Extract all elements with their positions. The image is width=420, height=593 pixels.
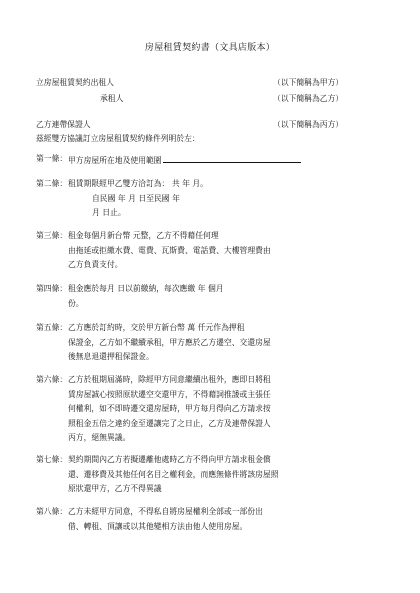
location-blank-line	[163, 153, 301, 163]
article-line: 照租金五倍之違約金至遷讓完了之日止，乙方及連帶保證人	[68, 418, 271, 428]
article-label: 第四條：	[36, 284, 68, 293]
article-line: 甲方房屋所在地及使用範圍	[68, 153, 301, 168]
article-label: 第三條：	[36, 231, 68, 240]
tenant-note: （以下簡稱為乙方）	[273, 94, 344, 103]
article-line: 租金每個月新台幣 元整，乙方不得藉任何理	[68, 231, 219, 240]
landlord-note: （以下簡稱為甲方）	[273, 78, 344, 87]
agreement-intro: 茲經雙方協議訂立房屋租賃契約條件列明於左：	[36, 134, 200, 143]
article-line: 保證金，乙方如不繼續承租，甲方應於乙方遷空、交還房屋	[68, 337, 271, 347]
article-label: 第一條：	[36, 154, 68, 163]
article-label: 第七條：	[36, 455, 68, 464]
article-line: 租賃期限經甲乙雙方洽訂為： 共 年 月。	[68, 179, 208, 188]
article-line: 何權利，如不即時遷交還房屋時，甲方每月得向乙方請求按	[68, 404, 271, 413]
article-line: 月 日止。	[92, 208, 126, 217]
article-label: 第二條：	[36, 179, 68, 188]
article-line: 契約期間內乙方若擬遷離他處時乙方不得向甲方請求租金償	[68, 455, 271, 464]
article-label: 第八條：	[36, 507, 68, 516]
guarantor-label: 乙方連帶保證人	[36, 120, 91, 129]
article-line: 乙方負責支付。	[68, 260, 123, 269]
article-line: 後無息退還押租保證金。	[68, 352, 154, 361]
landlord-label: 立房屋租賃契約出租人	[36, 78, 114, 87]
article-label: 第五條：	[36, 323, 68, 332]
article-line: 丙方，絕無異議。	[68, 433, 131, 442]
article-line: 份。	[68, 298, 84, 308]
guarantor-note: （以下簡稱為丙方）	[273, 120, 344, 129]
article-line: 乙方應於訂約時，交於甲方新台幣 萬 仟元作為押租	[68, 323, 245, 332]
article-line: 由拖延或拒繳水費、電費、瓦斯費、電話費、大樓管理費由	[68, 245, 271, 255]
document-title: 房屋租賃契約書（文具店版本）	[144, 43, 276, 53]
article-line: 還、遷移費及其他任何名目之權利金，而應無條件將該房屋照	[68, 469, 279, 479]
article-line: 賃房屋誠心按照原狀遷空交還甲方，不得藉詞推諉或主張任	[68, 389, 271, 399]
article-line: 租金應於每月 日以前繳納，每次應繳 年 個月	[68, 284, 224, 293]
tenant-label: 承租人	[100, 94, 124, 103]
article-line: 自民國 年 月 日至民國 年	[92, 193, 180, 203]
article-line: 原狀還甲方，乙方不得異議	[68, 484, 162, 493]
article-line: 借、轉租、頂讓或以其他變相方法由他人使用房屋。	[68, 521, 248, 531]
article-line: 乙方於租期屆滿時，除經甲方同意繼續出租外，應即日將租	[68, 375, 271, 384]
article-label: 第六條：	[36, 375, 68, 384]
article-line: 乙方未經甲方同意，不得私自將房屋權利全部或一部份出	[68, 507, 263, 516]
